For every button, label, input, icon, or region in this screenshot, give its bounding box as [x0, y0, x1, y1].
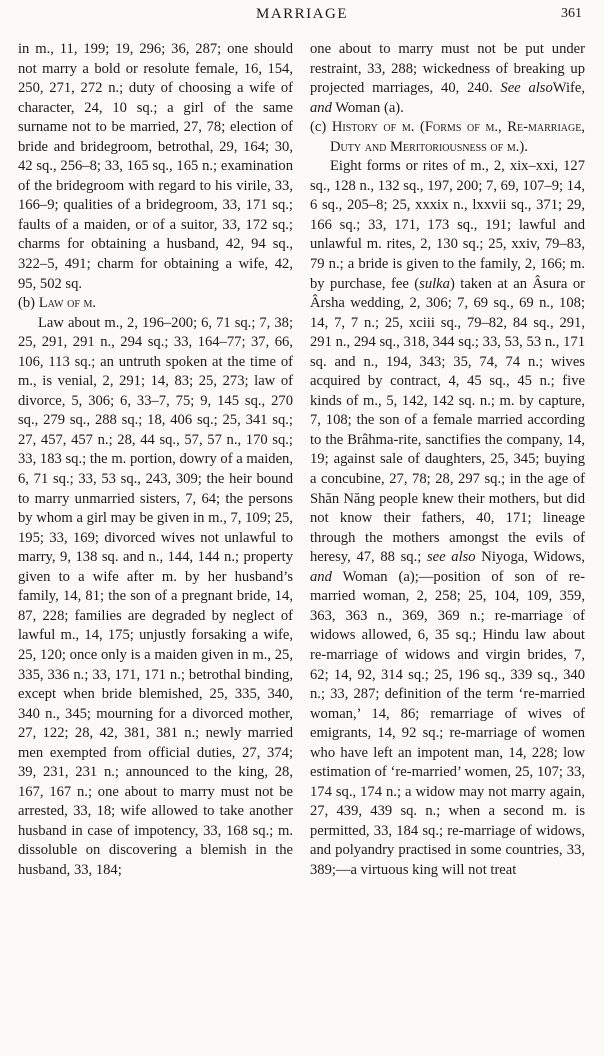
text-run: Woman (a);—position of son of re-married woman, 2, 258; 25, 104, 109, 359, 363, 363 n., 369, 369 n.; re-marriage of widows allowed, 6, 35 sq.; Hindu law about re-marriage of widows and virgin brides, 7, 62; 14, 92, 314 sq.; 25, 196 sq., 339 sq., 340 n.; 33, 287; definition of the term ‘re-married woman,’ 14, 86; remarriage of wives of emigrants, 14, 92 sq.; re-marriage of women who have left an impotent man, 14, 228; low estimation of ‘re-married’ women, 25, 107; 33, 174 sq., 174 n.; a widow may not marry again, 27, 439, 439 sq. n.; when a second m. is permitted, 33, 184 sq.; re-marriage of widows, and polyandry practised in some countries, 33, 389;—a virtuous king will not treat — [310, 568, 585, 878]
section-b-title: Law of m. — [38, 295, 97, 312]
left-column — [18, 40, 293, 881]
entry-continuation: in m., 11, 199; 19, 296; 36, 287; one should not marry a bold or resolute female, 16, 154, 250, 271, 272 n.; duty of choosing a wife of character, 24, 10 sq.; a girl of the same surname not to be married, 27, 78; election of bride and bridegroom, betrothal, 29, 164; 30, 42 sq., 256–8; 33, 165 sq., 165 n.; examination of the bridegroom with regard to his virile, 33, 166–9; qualities of a bridegroom, 33, 171 sq.; faults of a maiden, or of a suitor, 33, 172 sq.; charms for obtaining a husband, 42, 94 sq., 322–5, 491; charm for obtaining a wife, 42, 95, 502 sq. — [18, 41, 293, 292]
text-run: one about to marry must not be put under restraint, 33, 288; wickedness of breaking up projected marriages, 40, 240. — [310, 41, 585, 97]
section-c-marker: (c) — [310, 119, 327, 136]
section-b-body: Law about m., 2, 196–200; 6, 71 sq.; 7, 38; 25, 291, 291 n., 294 sq.; 33, 164–77; 37, 66, 106, 113 sq.; an untruth spoken at the time of m., is venial, 2, 291; 14, 83; 25, 273; law of divorce, 5, 306; 6, 33–7, 75; 9, 145 sq., 270 sq., 279 sq., 288 sq.; 18, 406 sq.; 25, 341 sq.; 27, 457, 457 n.; 28, 44 sq., 57, 57 n., 170 sq.; 33, 183 sq.; the m. portion, dowry of a maiden, 6, 71 sq.; 33, 53 sq., 243, 309; the heir bound to marry unmarried sisters, 7, 64; the persons by whom a girl may be given in m., 7, 109; 25, 195; 33, 169; divorced wives not unlawful to marry, 9, 138 sq. and n., 144, 144 n.; property given to a wife after m. by her husband’s family, 14, 81; the son of a pregnant bride, 14, 87, 228; families are degraded by neglect of lawful m., 14, 175; unjustly forsaking a wife, 25, 120; once only is a maiden given in m., 25, 335, 336 n.; 33, 171, 171 n.; betrothal binding, except when bride blemished, 25, 335, 340, 340 n., 345; mourning for a divorced mother, 27, 122; 28, 42, 381, 381 n.; newly married men exempted from official duties, 27, 374; 39, 231, 231 n.; announced to the king, 28, 167, 167 n.; one about to marry must not be arrested, 33, 18; wife allowed to take another husband in case of impotency, 33, 168 sq.; m. dissoluble on discovering a blemish in the husband, 33, 184; — [18, 314, 293, 878]
running-title: MARRIAGE — [255, 6, 348, 22]
cross-ref-woman: Woman (a). — [335, 99, 404, 116]
section-c-body — [310, 157, 585, 880]
page-header — [0, 2, 604, 28]
text-run: Eight forms or rites of m., 2, xix–xxi, 127 sq., 128 n., 132 sq., 197, 200; 7, 69, 107–9; 14, 6 sq., 205–8; 25, xxxix n., lxxvii sq., 371; 29, 166 sq.; 33, 171, 173 sq., 191; lawful and unlawful m. rites, 2, 130 sq.; 25, xxiv, 79–83, 79 n.; a bride is given to the family, 2, 166; m. by purchase, fee ( — [310, 158, 585, 292]
and-word: and — [310, 568, 332, 585]
section-b-heading — [18, 294, 293, 314]
cross-ref-wife: Wife, — [552, 80, 586, 97]
see-also-ref: see also — [426, 549, 476, 566]
entry-continuation-right — [310, 40, 585, 118]
cross-ref-niyoga-widows: Niyoga, Widows, — [481, 549, 585, 566]
section-c-title: History of m. (Forms of m., Re-marriage, Duty and Meritoriousness of m.). — [330, 119, 585, 155]
page-number: 361 — [561, 6, 582, 21]
see-also-ref: See also — [500, 80, 553, 97]
text-run: ) taken at an Âsura or Ârsha wedding, 2, 306; 7, 69 sq., 69 n., 108; 14, 7, 7 n.; 25, xciii sq., 79–82, 84 sq., 291, 291 n., 294 sq., 318, 344 sq.; 33, 53, 53 n., 171 sq. and n., 194, 343; 35, 74, 74 n.; wives acquired by contract, 4, 45 sq., 45 n.; five kinds of m., 5, 142, 142 sq. n.; m. by capture, 7, 108; the son of a female married according to the Brâhma-rite, sanctifies the company, 14, 19; against sale of daughters, 25, 345; buying a concubine, 27, 78; 28, 297 sq.; in the age of Shăn Năng people knew their mothers, but did not know their fathers, 40, 171; lineage through the mothers amongst the evils of heresy, 47, 88 sq.; — [310, 275, 585, 566]
section-c-heading — [310, 118, 585, 157]
and-word: and — [310, 99, 332, 116]
right-column — [310, 40, 585, 881]
sulka-term: sulka — [419, 275, 450, 292]
section-b-marker: (b) — [18, 295, 36, 312]
